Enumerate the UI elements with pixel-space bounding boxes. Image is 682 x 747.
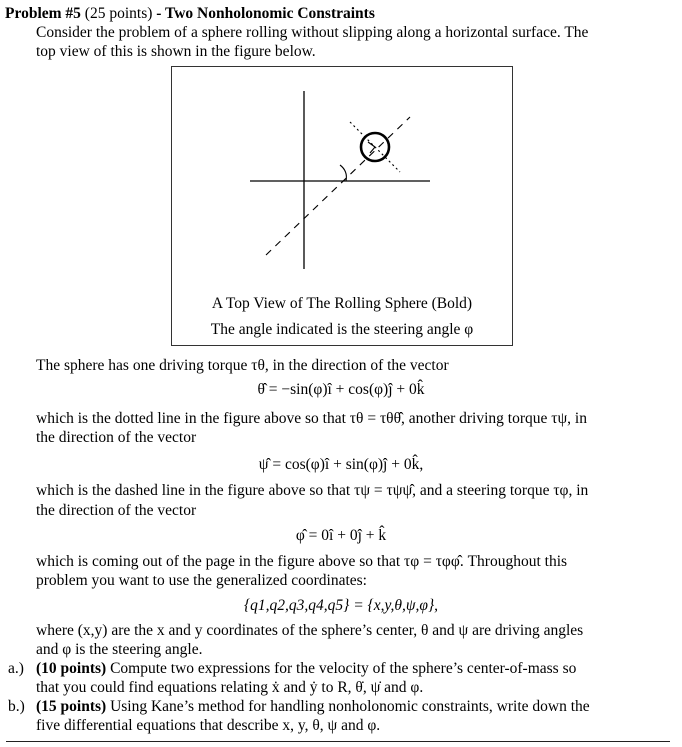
figure-caption-2: The angle indicated is the steering angle φ: [210, 321, 474, 338]
part-a-line-1: [36, 660, 576, 678]
part-a-label: a.): [8, 660, 24, 677]
equation-phi: φ̂ = 0î + 0ĵ + k̂: [295, 527, 387, 544]
figure-caption-1: A Top View of The Rolling Sphere (Bold): [211, 295, 473, 312]
part-a-points: (10 points): [36, 660, 107, 677]
equation-theta: θ̂ = −sin(φ)î + cos(φ)ĵ + 0k̂: [257, 381, 425, 398]
problem-title: [5, 5, 375, 23]
equation-generalized-coordinates: {q1,q2,q3,q4,q5} = {x,y,θ,ψ,φ},: [243, 597, 439, 614]
psi-dashed-line: [266, 117, 410, 255]
equation-psi: ψ̂ = cos(φ)î + sin(φ)ĵ + 0k̂,: [258, 456, 424, 473]
problem-number: Problem #5: [5, 5, 81, 22]
sphere-mark-b: [370, 147, 375, 153]
part-b-label: b.): [8, 698, 25, 715]
psi-desc-1: which is the dashed line in the figure above so that τψ = τψψ̂, and a steering torque τφ, in: [36, 482, 589, 499]
part-b-points: (15 points): [36, 698, 107, 715]
part-b-text-2: five differential equations that describe x, y, θ, ψ and φ.: [36, 717, 381, 734]
intro-line-1: Consider the problem of a sphere rolling without slipping along a horizontal surface. The: [36, 24, 589, 41]
theta-desc-1: which is the dotted line in the figure above so that τθ = τθθ̂, another driving torque τψ, in: [36, 410, 587, 427]
theta-desc-2: the direction of the vector: [36, 429, 197, 446]
part-a-text-1: Compute two expressions for the velocity of the sphere’s center-of-mass so: [110, 660, 577, 677]
where-line-1: where (x,y) are the x and y coordinates of the sphere’s center, θ and ψ are driving angles: [36, 622, 584, 639]
part-b-text-1: Using Kane’s method for handling nonholonomic constraints, write down the: [110, 698, 590, 715]
problem-points: (25 points): [84, 5, 153, 22]
psi-desc-2: the direction of the vector: [36, 502, 197, 519]
phi-desc-2: problem you want to use the generalized coordinates:: [36, 572, 367, 589]
figure-box: [171, 66, 513, 346]
bottom-divider: [6, 741, 670, 742]
part-b-line-1: [36, 698, 590, 716]
sphere-mark-a: [368, 142, 375, 147]
torque-line: The sphere has one driving torque τθ, in the direction of the vector: [36, 357, 449, 374]
intro-line-2: top view of this is shown in the figure below.: [36, 43, 316, 60]
phi-desc-1: which is coming out of the page in the figure above so that τφ = τφφ̂. Throughout this: [36, 553, 568, 570]
part-a-text-2: that you could find equations relating ẋ and ẏ to R, θ̇, ψ̇ and φ.: [36, 679, 424, 696]
problem-subtitle: - Two Nonholonomic Constraints: [156, 5, 375, 22]
where-line-2: and φ is the steering angle.: [36, 641, 203, 658]
